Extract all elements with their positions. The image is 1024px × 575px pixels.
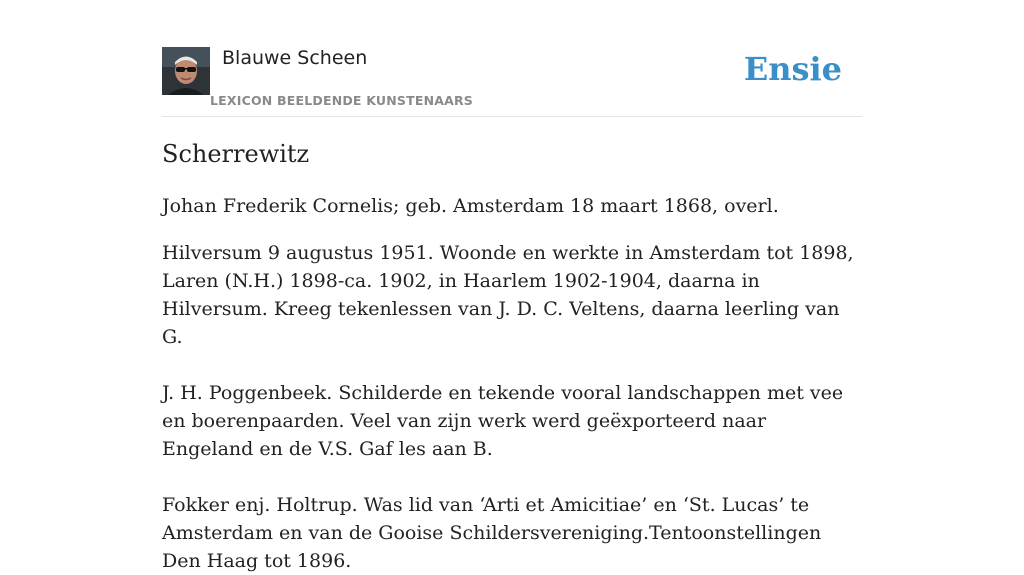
article-paragraph: Fokker enj. Holtrup. Was lid van ‘Arti et Amicitiae’ en ‘St. Lucas’ te Amsterdam en van de Gooise Schildersvereniging.Tentoonstellingen Den Haag tot 1896.: [162, 494, 822, 572]
header: [162, 46, 862, 117]
article-paragraph: Johan Frederik Cornelis; geb. Amsterdam 18 maart 1868, overl.: [162, 195, 779, 217]
brand-logo[interactable]: Ensie: [743, 50, 842, 88]
article-paragraph: Hilversum 9 augustus 1951. Woonde en werkte in Amsterdam tot 1898, Laren (N.H.) 1898-ca. 1902, in Haarlem 1902-1904, daarna in Hilversum. Kreeg tekenlessen van J. D. C. Veltens, daarna leerling van G.: [162, 242, 854, 348]
article-paragraph: J. H. Poggenbeek. Schilderde en tekende vooral landschappen met vee en boerenpaarden. Veel van zijn werk werd geëxporteerd naar Engeland en de V.S. Gaf les aan B.: [162, 382, 844, 460]
article-body: [162, 192, 862, 575]
avatar-photo-icon: [162, 47, 210, 95]
author-avatar[interactable]: [162, 47, 210, 95]
author-name[interactable]: Blauwe Scheen: [222, 47, 368, 69]
article-title: Scherrewitz: [162, 140, 310, 168]
site-subtitle[interactable]: LEXICON BEELDENDE KUNSTENAARS: [210, 93, 474, 108]
